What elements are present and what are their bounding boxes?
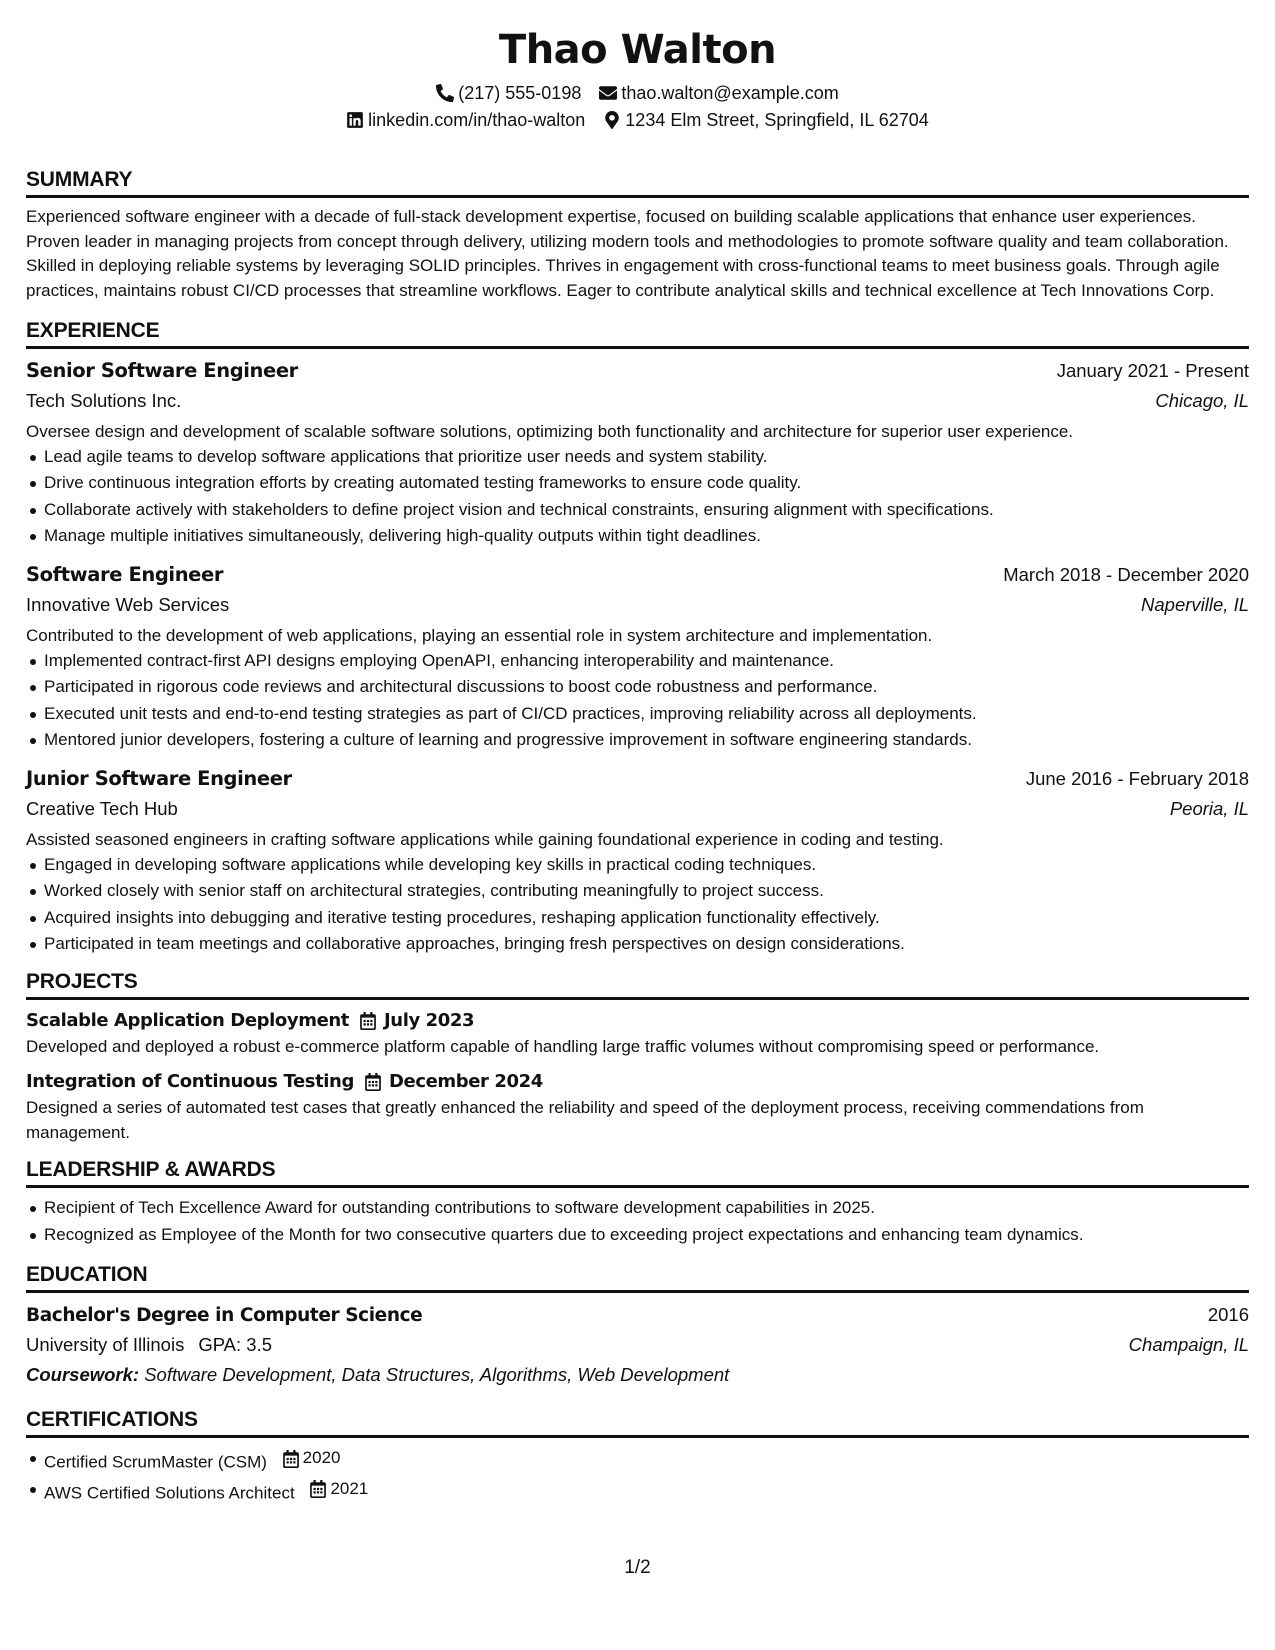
certification-list: [26, 1445, 1249, 1507]
job-bullets: [26, 648, 1249, 754]
leadership-bullets: [26, 1195, 1249, 1248]
experience-section: [26, 317, 1249, 958]
job-bullets: [26, 444, 1249, 550]
certification-year: 2020: [302, 1448, 341, 1468]
contact-row-2: [26, 108, 1249, 132]
contact-phone[interactable]: [436, 81, 581, 105]
summary-section: [26, 166, 1249, 304]
coursework-list: Software Development, Data Structures, Algorithms, Web Development: [144, 1364, 730, 1386]
job-location: Chicago, IL: [1155, 389, 1249, 411]
calendar-icon: [359, 1012, 377, 1030]
project-date: [359, 1007, 474, 1035]
candidate-name: Thao Walton: [498, 27, 777, 73]
list-item: Drive continuous integration efforts by creating automated testing frameworks to ensure code quality.: [26, 470, 1249, 497]
phone-text: (217) 555-0198: [458, 83, 582, 103]
company-name: Tech Solutions Inc.: [26, 389, 182, 411]
section-title-leadership: LEADERSHIP & AWARDS: [26, 1156, 1249, 1188]
project-description: Designed a series of automated test cases that greatly enhanced the reliability and speed of the deployment process, receiving commendations from management.: [26, 1098, 1144, 1142]
company-name: Creative Tech Hub: [26, 797, 178, 819]
project-date-text: December 2024: [388, 1071, 543, 1093]
job-entry: [26, 764, 1249, 958]
job-entry: [26, 356, 1249, 550]
list-item: Engaged in developing software applications while developing key skills in practical coding techniques.: [26, 852, 1249, 879]
section-title-experience: EXPERIENCE: [26, 317, 1249, 349]
school-location: Champaign, IL: [1128, 1334, 1249, 1356]
certifications-section: [26, 1406, 1249, 1507]
list-item: Executed unit tests and end-to-end testing strategies as part of CI/CD practices, improving reliability across all deployments.: [26, 701, 1249, 728]
section-title-summary: SUMMARY: [26, 166, 1249, 198]
address-text: 1234 Elm Street, Springfield, IL 62704: [625, 110, 929, 130]
phone-icon: [436, 84, 454, 102]
certification-date: [282, 1445, 341, 1472]
projects-section: [26, 968, 1249, 1146]
project-name: Scalable Application Deployment: [26, 1009, 349, 1031]
list-item: Manage multiple initiatives simultaneously, delivering high-quality outputs within tight deadlines.: [26, 523, 1249, 550]
list-item: Worked closely with senior staff on architectural strategies, contributing meaningfully to project success.: [26, 878, 1249, 905]
certification-name: Certified ScrumMaster (CSM): [44, 1452, 267, 1472]
resume-page: [26, 0, 1249, 1507]
list-item: Mentored junior developers, fostering a culture of learning and progressive improvement in software engineering standards.: [26, 727, 1249, 754]
project-entry: [26, 1007, 1249, 1060]
company-name: Innovative Web Services: [26, 593, 230, 615]
degree-name: Bachelor's Degree in Computer Science: [26, 1305, 423, 1327]
job-entry: [26, 560, 1249, 754]
list-item: Participated in team meetings and collaborative approaches, bringing fresh perspectives on design considerations.: [26, 931, 1249, 958]
contact-row-1: [26, 81, 1249, 105]
contact-address: [603, 108, 929, 132]
calendar-icon: [282, 1450, 300, 1468]
linkedin-icon: [346, 111, 364, 129]
graduation-year: 2016: [1207, 1304, 1249, 1326]
job-title: Software Engineer: [26, 562, 224, 586]
school-name: University of Illinois: [26, 1334, 185, 1356]
calendar-icon: [364, 1073, 382, 1091]
certification-name: AWS Certified Solutions Architect: [44, 1483, 295, 1503]
certification-year: 2021: [330, 1479, 369, 1499]
job-title: Junior Software Engineer: [26, 766, 292, 790]
job-bullets: [26, 852, 1249, 958]
resume-header: [26, 0, 1249, 132]
project-date: [364, 1068, 543, 1096]
section-title-certifications: CERTIFICATIONS: [26, 1406, 1249, 1438]
summary-text: Experienced software engineer with a decade of full-stack development expertise, focused on building scalable applications that enhance user experiences. Proven leader in managing projects from concept through delivery, utilizing modern tools and methodologies to promote software quality and team collaboration. Skilled in deploying reliable systems by leveraging SOLID principles. Thrives in engagement with cross-functional teams to meet business goals. Through agile practices, maintains robust CI/CD processes that streamline workflows. Eager to contribute analytical skills and technical excellence at Tech Innovations Corp.: [26, 207, 1229, 301]
job-location: Peoria, IL: [1169, 797, 1249, 819]
contact-email[interactable]: [599, 81, 838, 105]
project-description: Developed and deployed a robust e-commerce platform capable of handling large traffic volumes without compromising speed or performance.: [26, 1036, 1100, 1056]
job-dates: March 2018 - December 2020: [1003, 563, 1249, 585]
list-item: [26, 1445, 1249, 1476]
list-item: Lead agile teams to develop software applications that prioritize user needs and system stability.: [26, 444, 1249, 471]
list-item: Participated in rigorous code reviews and architectural discussions to boost code robustness and performance.: [26, 674, 1249, 701]
job-dates: January 2021 - Present: [1056, 359, 1249, 381]
list-item: Implemented contract-first API designs employing OpenAPI, enhancing interoperability and maintenance.: [26, 648, 1249, 675]
map-marker-icon: [603, 111, 621, 129]
linkedin-text: linkedin.com/in/thao-walton: [368, 110, 586, 130]
certification-date: [309, 1476, 368, 1503]
job-description: Oversee design and development of scalable software solutions, optimizing both functionality and architecture for superior user experience.: [26, 421, 1074, 441]
gpa: GPA: 3.5: [198, 1334, 273, 1356]
project-entry: [26, 1068, 1249, 1145]
list-item: Recipient of Tech Excellence Award for outstanding contributions to software development capabilities in 2025.: [26, 1195, 1249, 1222]
section-title-projects: PROJECTS: [26, 968, 1249, 1000]
education-section: [26, 1261, 1249, 1389]
job-description: Contributed to the development of web applications, playing an essential role in system architecture and implementation.: [26, 625, 933, 645]
email-text: thao.walton@example.com: [621, 83, 839, 103]
project-date-text: July 2023: [384, 1009, 475, 1031]
list-item: Recognized as Employee of the Month for two consecutive quarters due to exceeding project expectations and enhancing team dynamics.: [26, 1222, 1249, 1249]
contact-linkedin[interactable]: [346, 108, 585, 132]
section-title-education: EDUCATION: [26, 1261, 1249, 1293]
list-item: Collaborate actively with stakeholders to define project vision and technical constraints, ensuring alignment with specifications.: [26, 497, 1249, 524]
job-title: Senior Software Engineer: [26, 358, 298, 382]
coursework: [26, 1360, 1249, 1389]
job-location: Naperville, IL: [1141, 593, 1249, 615]
job-description: Assisted seasoned engineers in crafting software applications while gaining foundational experience in coding and testing.: [26, 829, 944, 849]
page-number: 1/2: [624, 1557, 651, 1578]
project-name: Integration of Continuous Testing: [26, 1071, 354, 1093]
job-dates: June 2016 - February 2018: [1025, 767, 1249, 789]
calendar-icon: [309, 1480, 327, 1498]
list-item: Acquired insights into debugging and iterative testing procedures, reshaping application functionality effectively.: [26, 905, 1249, 932]
coursework-label: Coursework:: [26, 1364, 140, 1386]
list-item: [26, 1476, 1249, 1507]
envelope-icon: [599, 84, 617, 102]
leadership-section: [26, 1156, 1249, 1248]
